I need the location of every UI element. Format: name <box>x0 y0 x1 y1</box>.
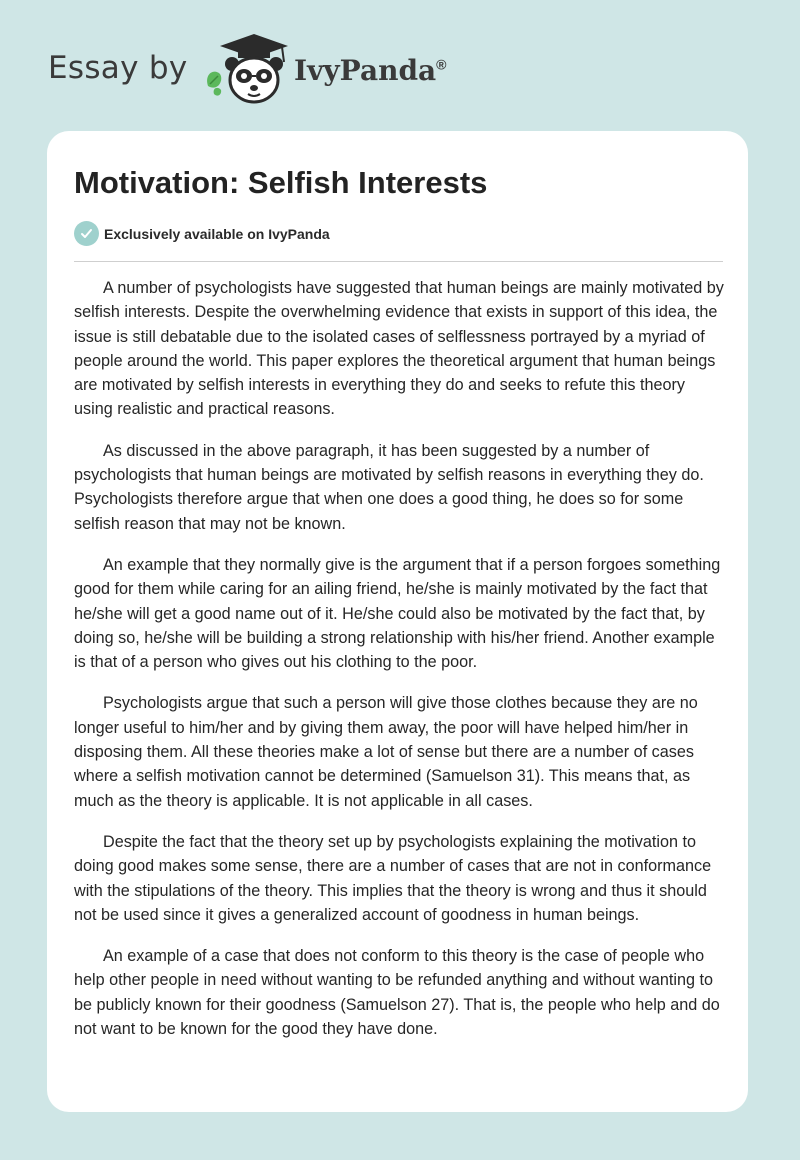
panda-graduate-icon[interactable] <box>202 34 298 110</box>
paragraph: Psychologists argue that such a person will give those clothes because they are no longer useful to him/her and by giving them away, the poor will have helped him/her in disposing them. All these theories make a lot of sense but there are a number of cases where a selfish motivation cannot be determined (Samuelson 31). This means that, as much as the theory is applicable. It is not applicable in all cases. <box>74 694 698 810</box>
essay-card <box>47 131 748 1112</box>
paragraph: A number of psychologists have suggested that human beings are mainly motivated by selfish interests. Despite the overwhelming evidence that exists in support of this idea, the issue is still debatable due to the isolated cases of selflessness portrayed by a myriad of people around the world. This paper explores the theoretical argument that human beings are motivated by selfish interests in everything they do and seeks to refute this theory using realistic and practical reasons. <box>74 279 724 419</box>
paragraph: Despite the fact that the theory set up by psychologists explaining the motivation to doing good makes some sense, there are a number of cases that are not in conformance with the stipulations of the theory. This implies that the theory is wrong and thus it should not be used since it gives a generalized account of goodness in human beings. <box>74 832 712 924</box>
site-header <box>48 34 648 114</box>
check-circle-icon <box>74 221 99 246</box>
brand-prefix: Essay by <box>48 50 188 86</box>
page-title: Motivation: Selfish Interests <box>74 165 488 200</box>
paragraph: As discussed in the above paragraph, it has been suggested by a number of psychologists that human beings are motivated by selfish reasons in everything they do. Psychologists therefore argue that when one does a good thing, he does so for some selfish reason that may not be known. <box>74 441 704 533</box>
exclusive-badge <box>74 221 330 246</box>
divider <box>74 261 723 262</box>
paragraph: An example that they normally give is the argument that if a person forgoes something good for them while caring for an ailing friend, he/she is mainly motivated by the fact that he/she will get a good name out of it. He/she could also be motivated by the fact that, by doing so, he/she will be building a strong relationship with his/her friend. Another example is that of a person who gives out his clothing to the poor. <box>74 555 721 672</box>
paragraph: An example of a case that does not conform to this theory is the case of people who help other people in need without wanting to be refunded anything and without wanting to be publicly known for their goodness (Samuelson 27). That is, the people who help and do not want to be known for the good they have done. <box>74 947 720 1039</box>
essay-body <box>74 276 726 1058</box>
badge-label: Exclusively available on IvyPanda <box>104 225 330 242</box>
brand-name[interactable]: IvyPanda® <box>294 54 447 87</box>
